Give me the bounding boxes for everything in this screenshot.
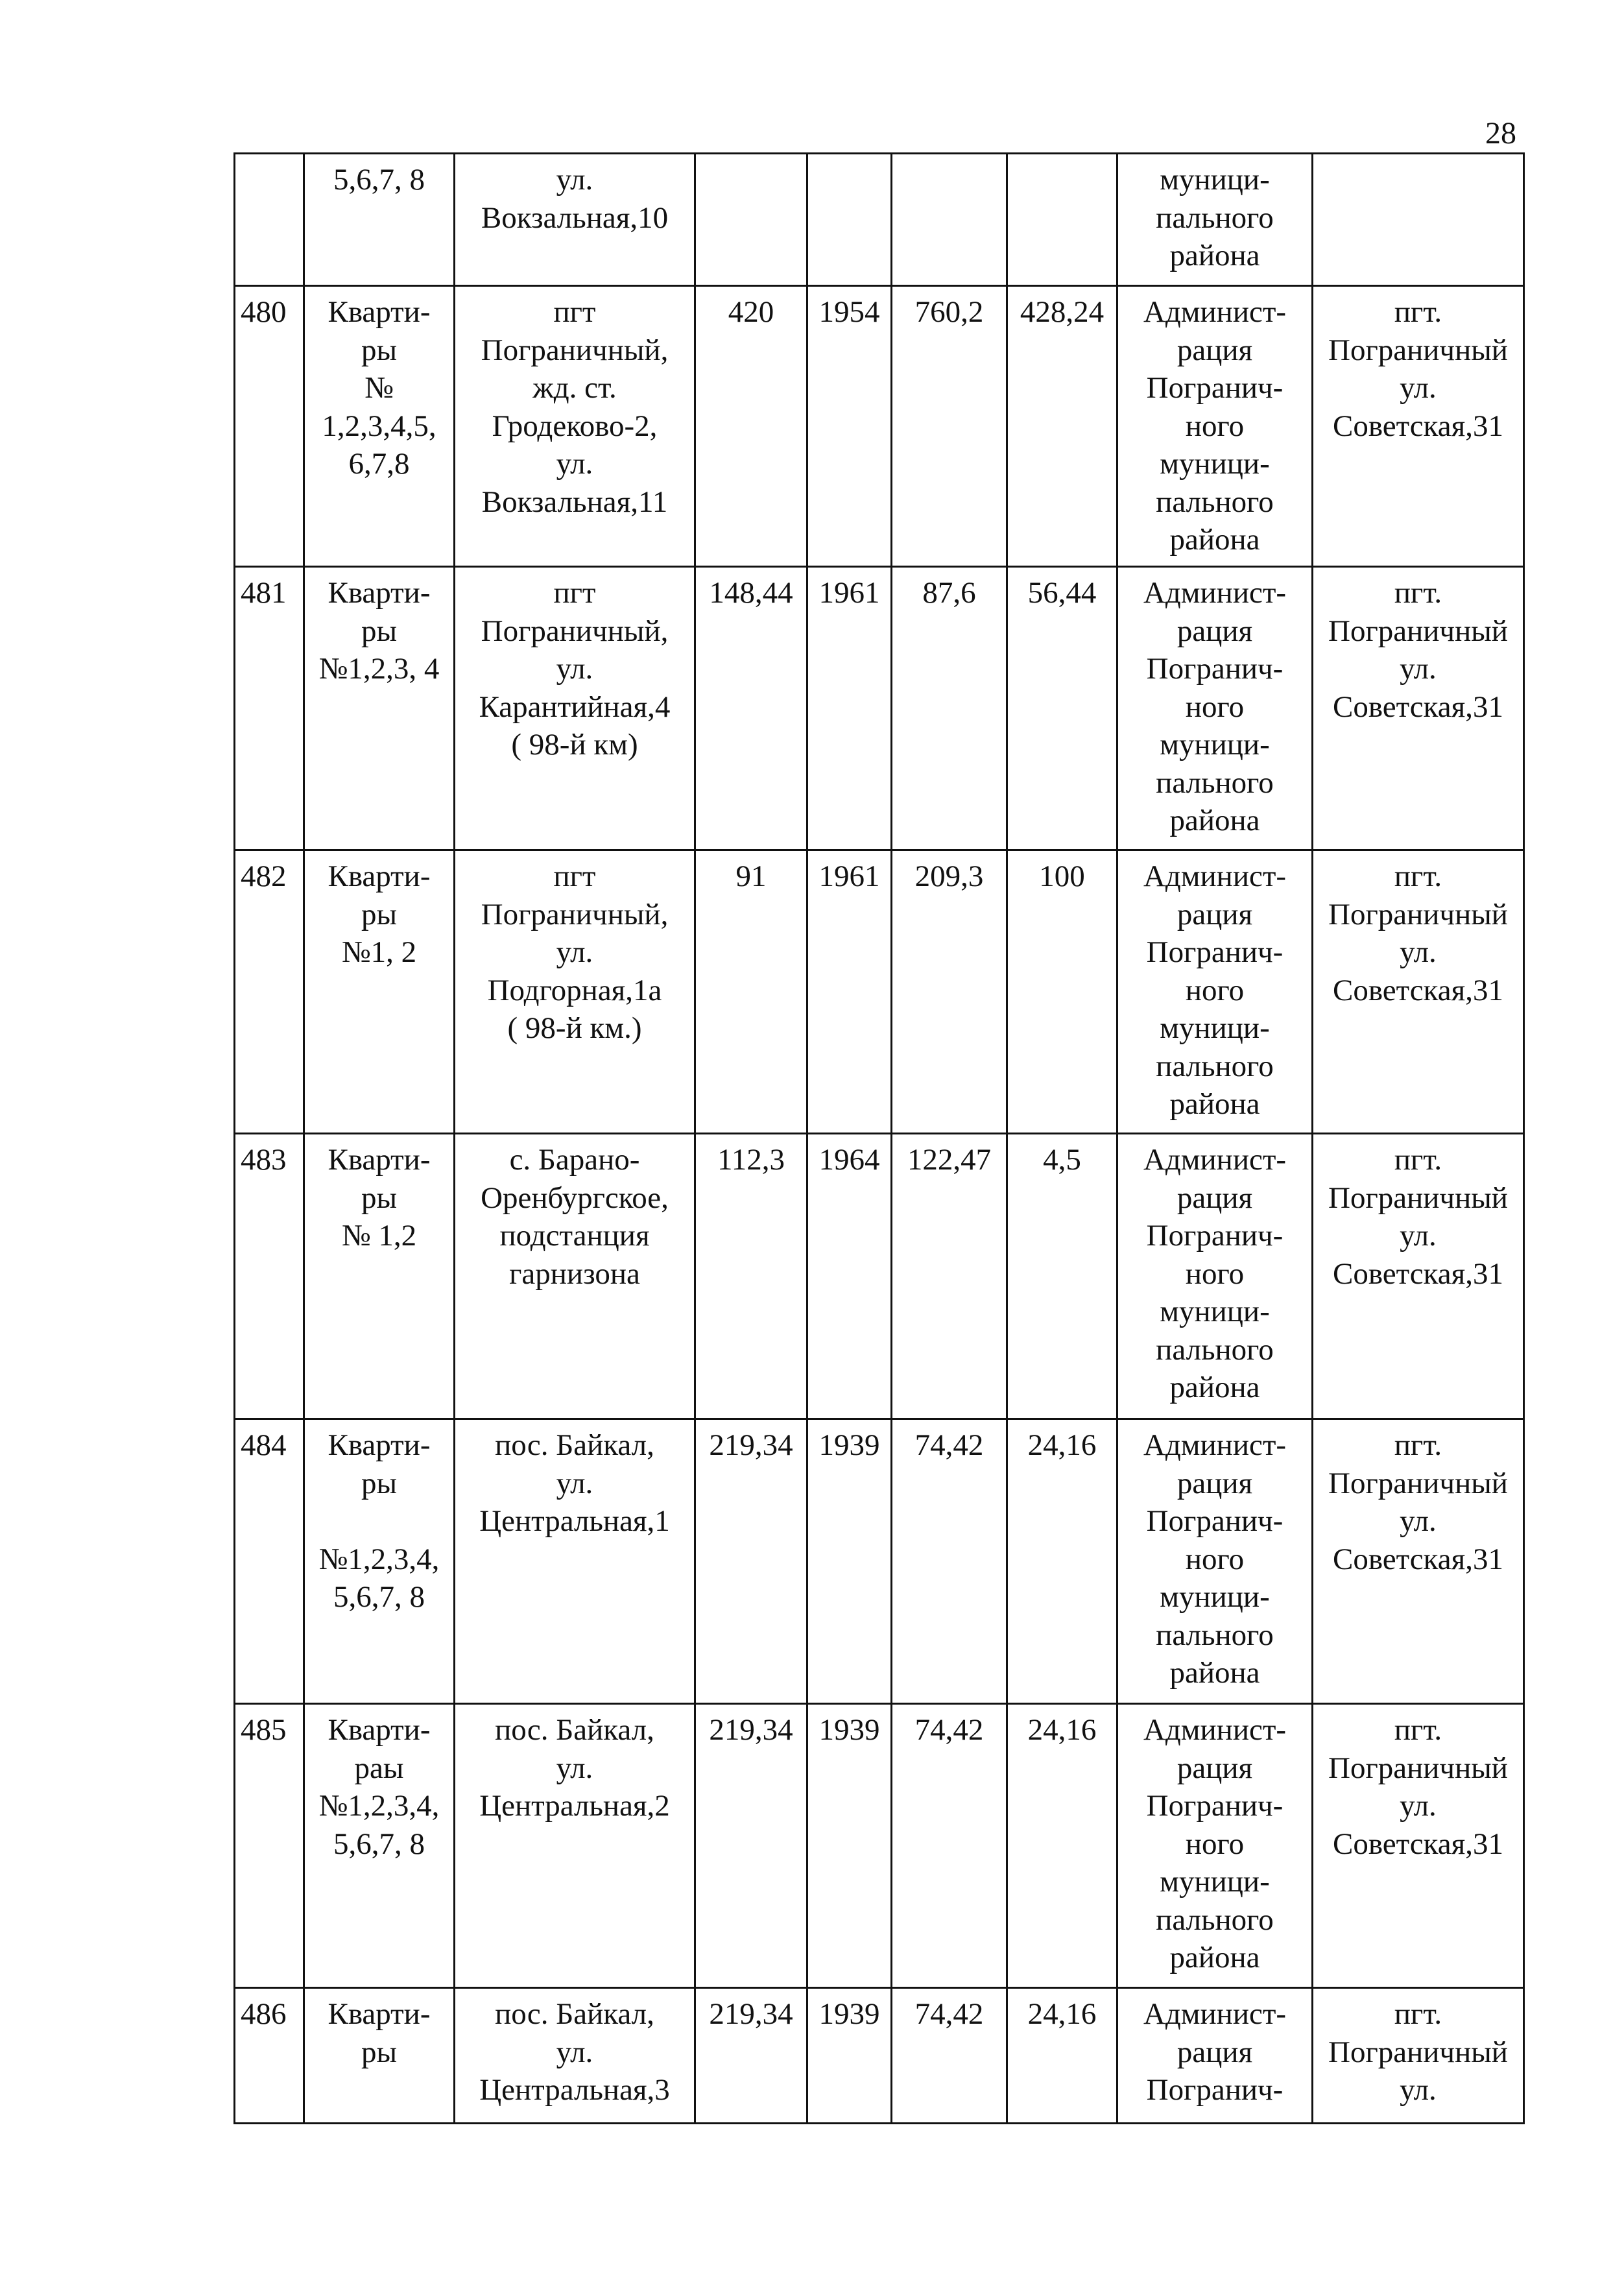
cell-no bbox=[235, 154, 304, 286]
cell-cost: 122,47 bbox=[892, 1134, 1007, 1419]
cell-object: Кварти- ры №1,2,3, 4 bbox=[304, 567, 455, 850]
cell-cost bbox=[892, 154, 1007, 286]
cell-residual: 428,24 bbox=[1007, 286, 1117, 567]
cell-no: 484 bbox=[235, 1419, 304, 1704]
cell-holder-address: пгт. Пограничный ул. bbox=[1313, 1988, 1524, 2124]
cell-cost: 87,6 bbox=[892, 567, 1007, 850]
cell-year: 1961 bbox=[807, 567, 892, 850]
cell-holder: Админист- рация Погранич- ного муници- пального района bbox=[1117, 567, 1313, 850]
cell-cost: 74,42 bbox=[892, 1419, 1007, 1704]
cell-residual: 24,16 bbox=[1007, 1988, 1117, 2124]
cell-object: 5,6,7, 8 bbox=[304, 154, 455, 286]
cell-year: 1939 bbox=[807, 1419, 892, 1704]
cell-holder: Админист- рация Погранич- ного муници- пального района bbox=[1117, 1704, 1313, 1988]
cell-area: 112,3 bbox=[695, 1134, 807, 1419]
table-row bbox=[235, 850, 1524, 1134]
cell-no: 482 bbox=[235, 850, 304, 1134]
cell-address: пос. Байкал, ул. Центральная,3 bbox=[455, 1988, 695, 2124]
cell-address: пгт Пограничный, жд. ст. Гродеково-2, ул. Вокзальная,11 bbox=[455, 286, 695, 567]
cell-object: Кварти- ры № 1,2,3,4,5, 6,7,8 bbox=[304, 286, 455, 567]
cell-residual: 24,16 bbox=[1007, 1419, 1117, 1704]
cell-address: пос. Байкал, ул. Центральная,1 bbox=[455, 1419, 695, 1704]
cell-no: 486 bbox=[235, 1988, 304, 2124]
cell-address: пгт Пограничный, ул. Подгорная,1а ( 98-й км.) bbox=[455, 850, 695, 1134]
cell-holder: Админист- рация Погранич- ного муници- пального района bbox=[1117, 1419, 1313, 1704]
cell-year: 1954 bbox=[807, 286, 892, 567]
cell-holder: Админист- рация Погранич- ного муници- пального района bbox=[1117, 850, 1313, 1134]
table-row bbox=[235, 154, 1524, 286]
table-row bbox=[235, 286, 1524, 567]
cell-area: 219,34 bbox=[695, 1704, 807, 1988]
cell-year: 1939 bbox=[807, 1704, 892, 1988]
cell-object: Кварти- ры №1,2,3,4, 5,6,7, 8 bbox=[304, 1419, 455, 1704]
cell-residual bbox=[1007, 154, 1117, 286]
cell-object: Кварти- раы №1,2,3,4, 5,6,7, 8 bbox=[304, 1704, 455, 1988]
cell-holder: Админист- рация Погранич- bbox=[1117, 1988, 1313, 2124]
cell-no: 481 bbox=[235, 567, 304, 850]
cell-holder: Админист- рация Погранич- ного муници- пального района bbox=[1117, 1134, 1313, 1419]
cell-address: с. Барано- Оренбургское, подстанция гарнизона bbox=[455, 1134, 695, 1419]
table-row bbox=[235, 567, 1524, 850]
cell-year: 1961 bbox=[807, 850, 892, 1134]
cell-area: 219,34 bbox=[695, 1419, 807, 1704]
cell-year bbox=[807, 154, 892, 286]
cell-holder: муници- пального района bbox=[1117, 154, 1313, 286]
cell-area: 420 bbox=[695, 286, 807, 567]
cell-year: 1939 bbox=[807, 1988, 892, 2124]
property-table bbox=[233, 152, 1525, 2124]
cell-area: 148,44 bbox=[695, 567, 807, 850]
cell-year: 1964 bbox=[807, 1134, 892, 1419]
cell-address: ул. Вокзальная,10 bbox=[455, 154, 695, 286]
cell-residual: 100 bbox=[1007, 850, 1117, 1134]
cell-holder-address bbox=[1313, 154, 1524, 286]
cell-cost: 74,42 bbox=[892, 1704, 1007, 1988]
cell-address: пгт Пограничный, ул. Карантийная,4 ( 98-й км) bbox=[455, 567, 695, 850]
table-row bbox=[235, 1419, 1524, 1704]
cell-holder: Админист- рация Погранич- ного муници- пального района bbox=[1117, 286, 1313, 567]
table-row bbox=[235, 1704, 1524, 1988]
table-row bbox=[235, 1134, 1524, 1419]
cell-residual: 4,5 bbox=[1007, 1134, 1117, 1419]
cell-holder-address: пгт. Пограничный ул. Советская,31 bbox=[1313, 1704, 1524, 1988]
page-number: 28 bbox=[1485, 116, 1516, 150]
cell-cost: 760,2 bbox=[892, 286, 1007, 567]
cell-area: 219,34 bbox=[695, 1988, 807, 2124]
cell-residual: 56,44 bbox=[1007, 567, 1117, 850]
cell-address: пос. Байкал, ул. Центральная,2 bbox=[455, 1704, 695, 1988]
cell-holder-address: пгт. Пограничный ул. Советская,31 bbox=[1313, 850, 1524, 1134]
cell-holder-address: пгт. Пограничный ул. Советская,31 bbox=[1313, 286, 1524, 567]
cell-cost: 209,3 bbox=[892, 850, 1007, 1134]
cell-object: Кварти- ры bbox=[304, 1988, 455, 2124]
cell-cost: 74,42 bbox=[892, 1988, 1007, 2124]
cell-no: 480 bbox=[235, 286, 304, 567]
cell-residual: 24,16 bbox=[1007, 1704, 1117, 1988]
cell-area: 91 bbox=[695, 850, 807, 1134]
cell-holder-address: пгт. Пограничный ул. Советская,31 bbox=[1313, 1134, 1524, 1419]
cell-no: 483 bbox=[235, 1134, 304, 1419]
table-row bbox=[235, 1988, 1524, 2124]
cell-object: Кварти- ры № 1,2 bbox=[304, 1134, 455, 1419]
cell-holder-address: пгт. Пограничный ул. Советская,31 bbox=[1313, 1419, 1524, 1704]
cell-no: 485 bbox=[235, 1704, 304, 1988]
cell-object: Кварти- ры №1, 2 bbox=[304, 850, 455, 1134]
cell-area bbox=[695, 154, 807, 286]
cell-holder-address: пгт. Пограничный ул. Советская,31 bbox=[1313, 567, 1524, 850]
